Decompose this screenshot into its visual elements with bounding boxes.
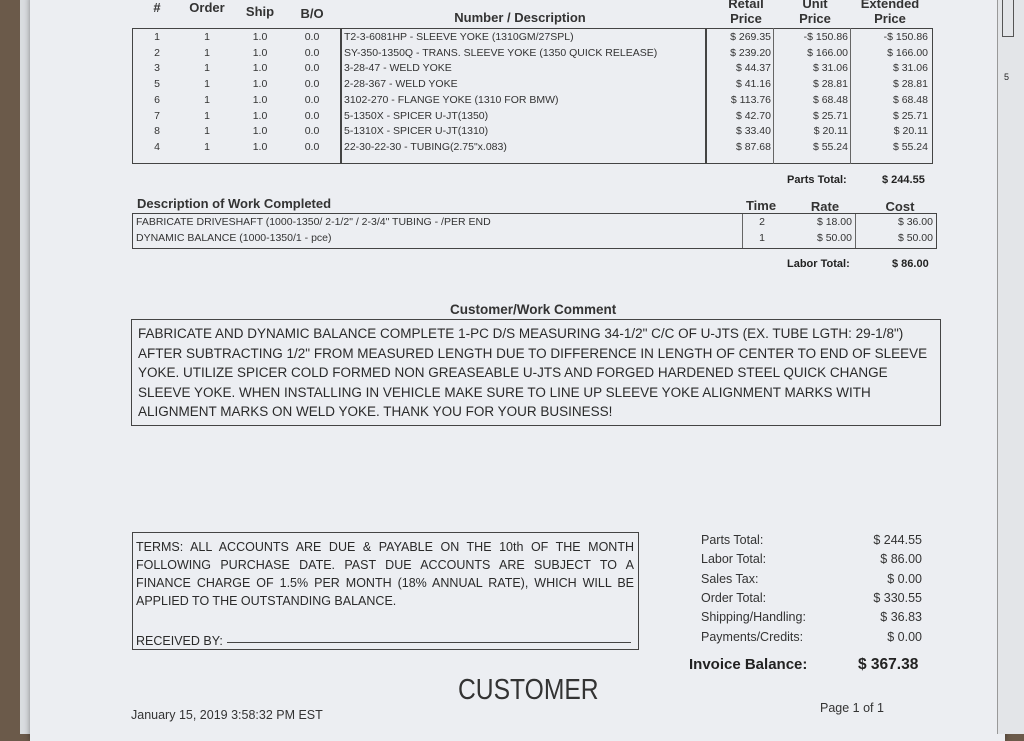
parts-row-ship: 1.0 bbox=[252, 140, 268, 153]
labor-total-label: Labor Total: bbox=[787, 258, 850, 270]
labor-row-time: 2 bbox=[759, 216, 765, 228]
summary-label: Labor Total: bbox=[701, 552, 767, 567]
parts-row-num: 2 bbox=[154, 46, 160, 59]
col-header-retail: Retail Price bbox=[728, 0, 764, 26]
parts-row-extended: $ 25.71 bbox=[892, 109, 928, 122]
parts-row-unit: $ 25.71 bbox=[812, 109, 848, 122]
parts-row-num: 5 bbox=[154, 78, 160, 91]
parts-row-desc: 3102-270 - FLANGE YOKE (1310 FOR BMW) bbox=[344, 93, 559, 106]
labor-header-cost: Cost bbox=[885, 199, 915, 214]
labor-row-rate: $ 18.00 bbox=[816, 216, 852, 228]
parts-row-bo: 0.0 bbox=[304, 109, 320, 122]
labor-header-description: Description of Work Completed bbox=[137, 196, 332, 211]
parts-row-bo: 0.0 bbox=[304, 93, 320, 106]
parts-row-desc: 2-28-367 - WELD YOKE bbox=[344, 78, 458, 91]
parts-row-retail: $ 42.70 bbox=[735, 109, 771, 122]
labor-row-rate: $ 50.00 bbox=[816, 231, 852, 244]
summary-value: $ 86.00 bbox=[880, 552, 922, 567]
parts-row-bo: 0.0 bbox=[304, 46, 320, 59]
parts-row-num: 4 bbox=[154, 140, 160, 153]
parts-row-order: 1 bbox=[204, 109, 210, 122]
parts-row-unit: $ 28.81 bbox=[812, 78, 848, 91]
parts-row-ship: 1.0 bbox=[252, 46, 268, 59]
col-divider bbox=[773, 28, 774, 164]
parts-row-bo: 0.0 bbox=[304, 125, 320, 138]
adjacent-page-edge: 5 bbox=[997, 0, 1024, 734]
parts-row-order: 1 bbox=[204, 78, 210, 91]
labor-total-value: $ 86.00 bbox=[892, 258, 929, 270]
col-divider bbox=[855, 214, 856, 248]
comment-box: FABRICATE AND DYNAMIC BALANCE COMPLETE 1-PC D/S MEASURING 34-1/2" C/C OF U-JTS (EX. TUBE LGTH: 29-1/8") AFTER SUBTRACTING 1/2" FROM MEASURED LENGTH DUE TO DIFFERENCE IN LENGTH OF CENTER TO END OF SLEEVE YOKE. UTILIZE SPICER COLD FORMED NON GREASEABLE U-JTS AND FORGED HARDENED STEEL QUICK CHANGE SLEEVE YOKE. WHEN INSTALLING IN VEHICLE MAKE SURE TO LINE UP SLEEVE YOKE ALIGNMENT MARKS WITH ALIGNMENT MARKS ON WELD YOKE. THANK YOU FOR YOUR BUSINESS! bbox=[131, 319, 941, 426]
received-by-line bbox=[227, 642, 631, 643]
parts-row-unit: -$ 150.86 bbox=[803, 31, 848, 43]
labor-row-desc: DYNAMIC BALANCE (1000-1350/1 - pce) bbox=[136, 231, 332, 244]
terms-text: TERMS: ALL ACCOUNTS ARE DUE & PAYABLE ON THE 10th OF THE MONTH FOLLOWING PURCHASE DATE. PAST DUE ACCOUNTS ARE SUBJECT TO A FINANCE CHARGE OF 1.5% PER MONTH (18% ANNUAL RATE), WHICH WILL BE APPLIED TO THE OUTSTANDING BALANCE. bbox=[136, 540, 634, 608]
col-divider bbox=[850, 28, 851, 164]
col-header-ship: Ship bbox=[245, 4, 275, 19]
parts-row-ship: 1.0 bbox=[252, 93, 268, 106]
parts-row-num: 6 bbox=[154, 93, 160, 106]
parts-total-value: $ 244.55 bbox=[882, 174, 925, 186]
col-header-description: Number / Description bbox=[454, 10, 586, 25]
parts-row-retail: $ 87.68 bbox=[735, 140, 771, 153]
footer-date: January 15, 2019 3:58:32 PM EST bbox=[131, 708, 323, 722]
summary-value: $ 330.55 bbox=[873, 590, 922, 605]
parts-row-desc: 5-1310X - SPICER U-JT(1310) bbox=[344, 125, 489, 138]
parts-row-order: 1 bbox=[204, 140, 210, 153]
col-header-extended: Extended Price bbox=[860, 0, 920, 26]
labor-row-cost: $ 36.00 bbox=[897, 216, 933, 228]
parts-row-extended: $ 28.81 bbox=[892, 78, 928, 91]
col-header-order: Order bbox=[189, 0, 225, 15]
parts-row-extended: $ 20.11 bbox=[893, 125, 928, 138]
col-header-bo: B/O bbox=[300, 6, 324, 21]
parts-row-desc: T2-3-6081HP - SLEEVE YOKE (1310GM/27SPL) bbox=[344, 31, 574, 43]
parts-row-bo: 0.0 bbox=[304, 140, 320, 153]
parts-row-extended: $ 31.06 bbox=[892, 62, 928, 75]
parts-row-order: 1 bbox=[204, 62, 210, 75]
parts-row-desc: 3-28-47 - WELD YOKE bbox=[344, 62, 452, 75]
parts-row-desc: 5-1350X - SPICER U-JT(1350) bbox=[344, 109, 489, 122]
summary-label: Payments/Credits: bbox=[701, 629, 804, 644]
received-by-label: RECEIVED BY: bbox=[136, 634, 223, 648]
summary-value: $ 244.55 bbox=[873, 533, 922, 547]
summary-label: Order Total: bbox=[701, 590, 767, 605]
parts-row-retail: $ 41.16 bbox=[735, 78, 771, 91]
comment-heading: Customer/Work Comment bbox=[450, 302, 617, 317]
labor-row-cost: $ 50.00 bbox=[897, 231, 933, 244]
invoice-balance-value: $ 367.38 bbox=[858, 656, 919, 673]
summary-label: Parts Total: bbox=[701, 533, 764, 547]
parts-row-unit: $ 55.24 bbox=[812, 140, 848, 153]
parts-row-desc: SY-350-1350Q - TRANS. SLEEVE YOKE (1350 QUICK RELEASE) bbox=[344, 46, 658, 59]
parts-row-bo: 0.0 bbox=[304, 31, 320, 43]
parts-row-retail: $ 239.20 bbox=[730, 46, 771, 59]
parts-row-num: 3 bbox=[154, 62, 160, 75]
parts-row-num: 1 bbox=[154, 31, 160, 43]
invoice-page bbox=[30, 0, 1005, 741]
summary-label: Sales Tax: bbox=[701, 571, 759, 586]
parts-row-extended: $ 166.00 bbox=[887, 46, 928, 59]
parts-row-extended: $ 55.24 bbox=[892, 140, 928, 153]
parts-row-bo: 0.0 bbox=[304, 62, 320, 75]
parts-row-retail: $ 33.40 bbox=[735, 125, 771, 138]
parts-row-bo: 0.0 bbox=[304, 78, 320, 91]
parts-row-retail: $ 44.37 bbox=[735, 62, 771, 75]
parts-row-ship: 1.0 bbox=[252, 125, 268, 138]
parts-row-retail: $ 113.76 bbox=[730, 93, 771, 106]
parts-row-order: 1 bbox=[204, 46, 210, 59]
parts-row-order: 1 bbox=[204, 93, 210, 106]
parts-row-ship: 1.0 bbox=[252, 62, 268, 75]
col-header-unit: Unit Price bbox=[799, 0, 831, 26]
customer-copy-label: CUSTOMER bbox=[458, 674, 599, 706]
labor-header-rate: Rate bbox=[810, 199, 840, 214]
parts-row-extended: -$ 150.86 bbox=[883, 31, 928, 43]
parts-row-num: 7 bbox=[154, 109, 160, 122]
parts-row-unit: $ 166.00 bbox=[807, 46, 848, 59]
labor-row-time: 1 bbox=[759, 231, 765, 244]
parts-row-unit: $ 68.48 bbox=[812, 93, 848, 106]
labor-row-desc: FABRICATE DRIVESHAFT (1000-1350/ 2-1/2" / 2-3/4" TUBING - /PER END bbox=[136, 216, 491, 228]
parts-row-ship: 1.0 bbox=[252, 31, 268, 43]
parts-row-order: 1 bbox=[204, 31, 210, 43]
col-header-num: # bbox=[153, 0, 161, 15]
summary-value: $ 0.00 bbox=[887, 571, 922, 586]
parts-row-ship: 1.0 bbox=[252, 78, 268, 91]
summary-label: Shipping/Handling: bbox=[701, 610, 806, 625]
parts-row-retail: $ 269.35 bbox=[730, 31, 771, 43]
col-divider bbox=[340, 28, 342, 164]
parts-total-label: Parts Total: bbox=[787, 174, 847, 186]
parts-row-order: 1 bbox=[204, 125, 210, 138]
labor-header-time: Time bbox=[745, 198, 777, 213]
page-number: Page 1 of 1 bbox=[820, 701, 884, 715]
parts-row-desc: 22-30-22-30 - TUBING(2.75"x.083) bbox=[344, 140, 507, 153]
invoice-balance-label: Invoice Balance: bbox=[689, 656, 808, 673]
parts-row-ship: 1.0 bbox=[252, 109, 268, 122]
parts-row-num: 8 bbox=[154, 125, 160, 138]
summary-value: $ 0.00 bbox=[887, 629, 922, 644]
parts-row-extended: $ 68.48 bbox=[892, 93, 928, 106]
parts-row-unit: $ 20.11 bbox=[813, 125, 848, 138]
summary-value: $ 36.83 bbox=[880, 610, 922, 625]
parts-row-unit: $ 31.06 bbox=[812, 62, 848, 75]
